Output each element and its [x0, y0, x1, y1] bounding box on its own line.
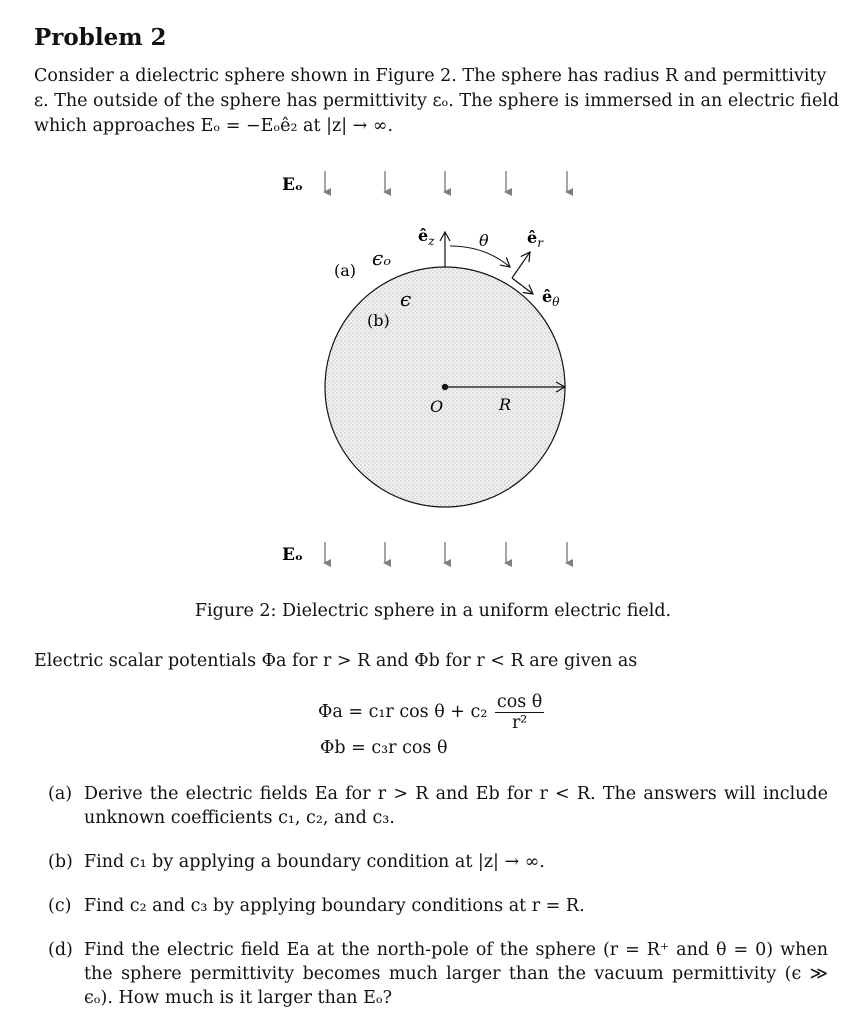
question-text: Find the electric field Ea at the north-pole of the sphere (r = R⁺ and θ = 0) when the sphere permittivity becomes much larger than the vacuum permittivity (ϵ ≫ ϵₒ). How much is it larger than Eₒ?: [84, 940, 828, 1008]
problem-title: Problem 2: [34, 24, 167, 51]
outer-permittivity-label: ϵₒ: [372, 246, 391, 270]
phi-a-lhs: Φa = c₁r cos θ + c₂: [318, 702, 488, 722]
question-item: [48, 894, 828, 918]
sphere-figure: [0, 150, 866, 590]
inner-permittivity-label: ϵ: [400, 287, 412, 311]
field-label-bottom: Eₒ: [282, 545, 303, 565]
question-item: [48, 938, 828, 1010]
unit-z-label: $ê_z$: [418, 226, 435, 248]
question-text: Find c₂ and c₃ by applying boundary conditions at r = R.: [84, 896, 585, 916]
radius-label: R: [499, 395, 512, 414]
phi-b-text: Φb = c₃r cos θ: [320, 738, 448, 758]
field-label-top: Eₒ: [282, 175, 303, 195]
equation-phi-a: [318, 692, 546, 733]
potentials-intro-text: Electric scalar potentials Φa for r > R and Φb for r < R are given as: [34, 651, 638, 671]
potentials-intro: [34, 649, 824, 674]
question-label: (a): [48, 784, 73, 804]
intro-line: Consider a dielectric sphere shown in Figure 2. The sphere has radius R and permittivity: [34, 66, 827, 86]
question-list: [48, 782, 828, 1030]
phi-a-fraction: [495, 692, 544, 733]
question-label: (b): [48, 852, 73, 872]
question-item: [48, 850, 828, 874]
equation-phi-b: [320, 738, 448, 758]
origin-label: O: [430, 397, 444, 416]
intro-line: which approaches Eₒ = −Eₒê₂ at |z| → ∞.: [34, 116, 394, 136]
question-item: [48, 782, 828, 830]
unit-r-arrow: [512, 252, 530, 278]
field-arrows-top: [325, 171, 567, 192]
unit-theta-label: $ê_\theta$: [542, 287, 560, 309]
phi-a-denominator: r²: [511, 713, 528, 733]
region-b-label: (b): [367, 311, 390, 330]
intro-line: ε. The outside of the sphere has permittivity εₒ. The sphere is immersed in an electric field: [34, 91, 840, 111]
question-label: (c): [48, 896, 72, 916]
field-arrows-bottom: [325, 542, 567, 563]
question-text: Find c₁ by applying a boundary condition at |z| → ∞.: [84, 852, 545, 872]
question-text: Derive the electric fields Ea for r > R and Eb for r < R. The answers will include unknown coefficients c₁, c₂, and c₃.: [84, 784, 828, 828]
intro-paragraph: [34, 64, 840, 139]
theta-label: θ: [479, 231, 489, 250]
phi-a-numerator: cos θ: [496, 692, 543, 712]
region-a-label: (a): [334, 261, 357, 280]
unit-r-label: $ê_r$: [527, 228, 543, 250]
question-label: (d): [48, 940, 73, 960]
figure-caption: Figure 2: Dielectric sphere in a uniform electric field.: [194, 601, 672, 621]
